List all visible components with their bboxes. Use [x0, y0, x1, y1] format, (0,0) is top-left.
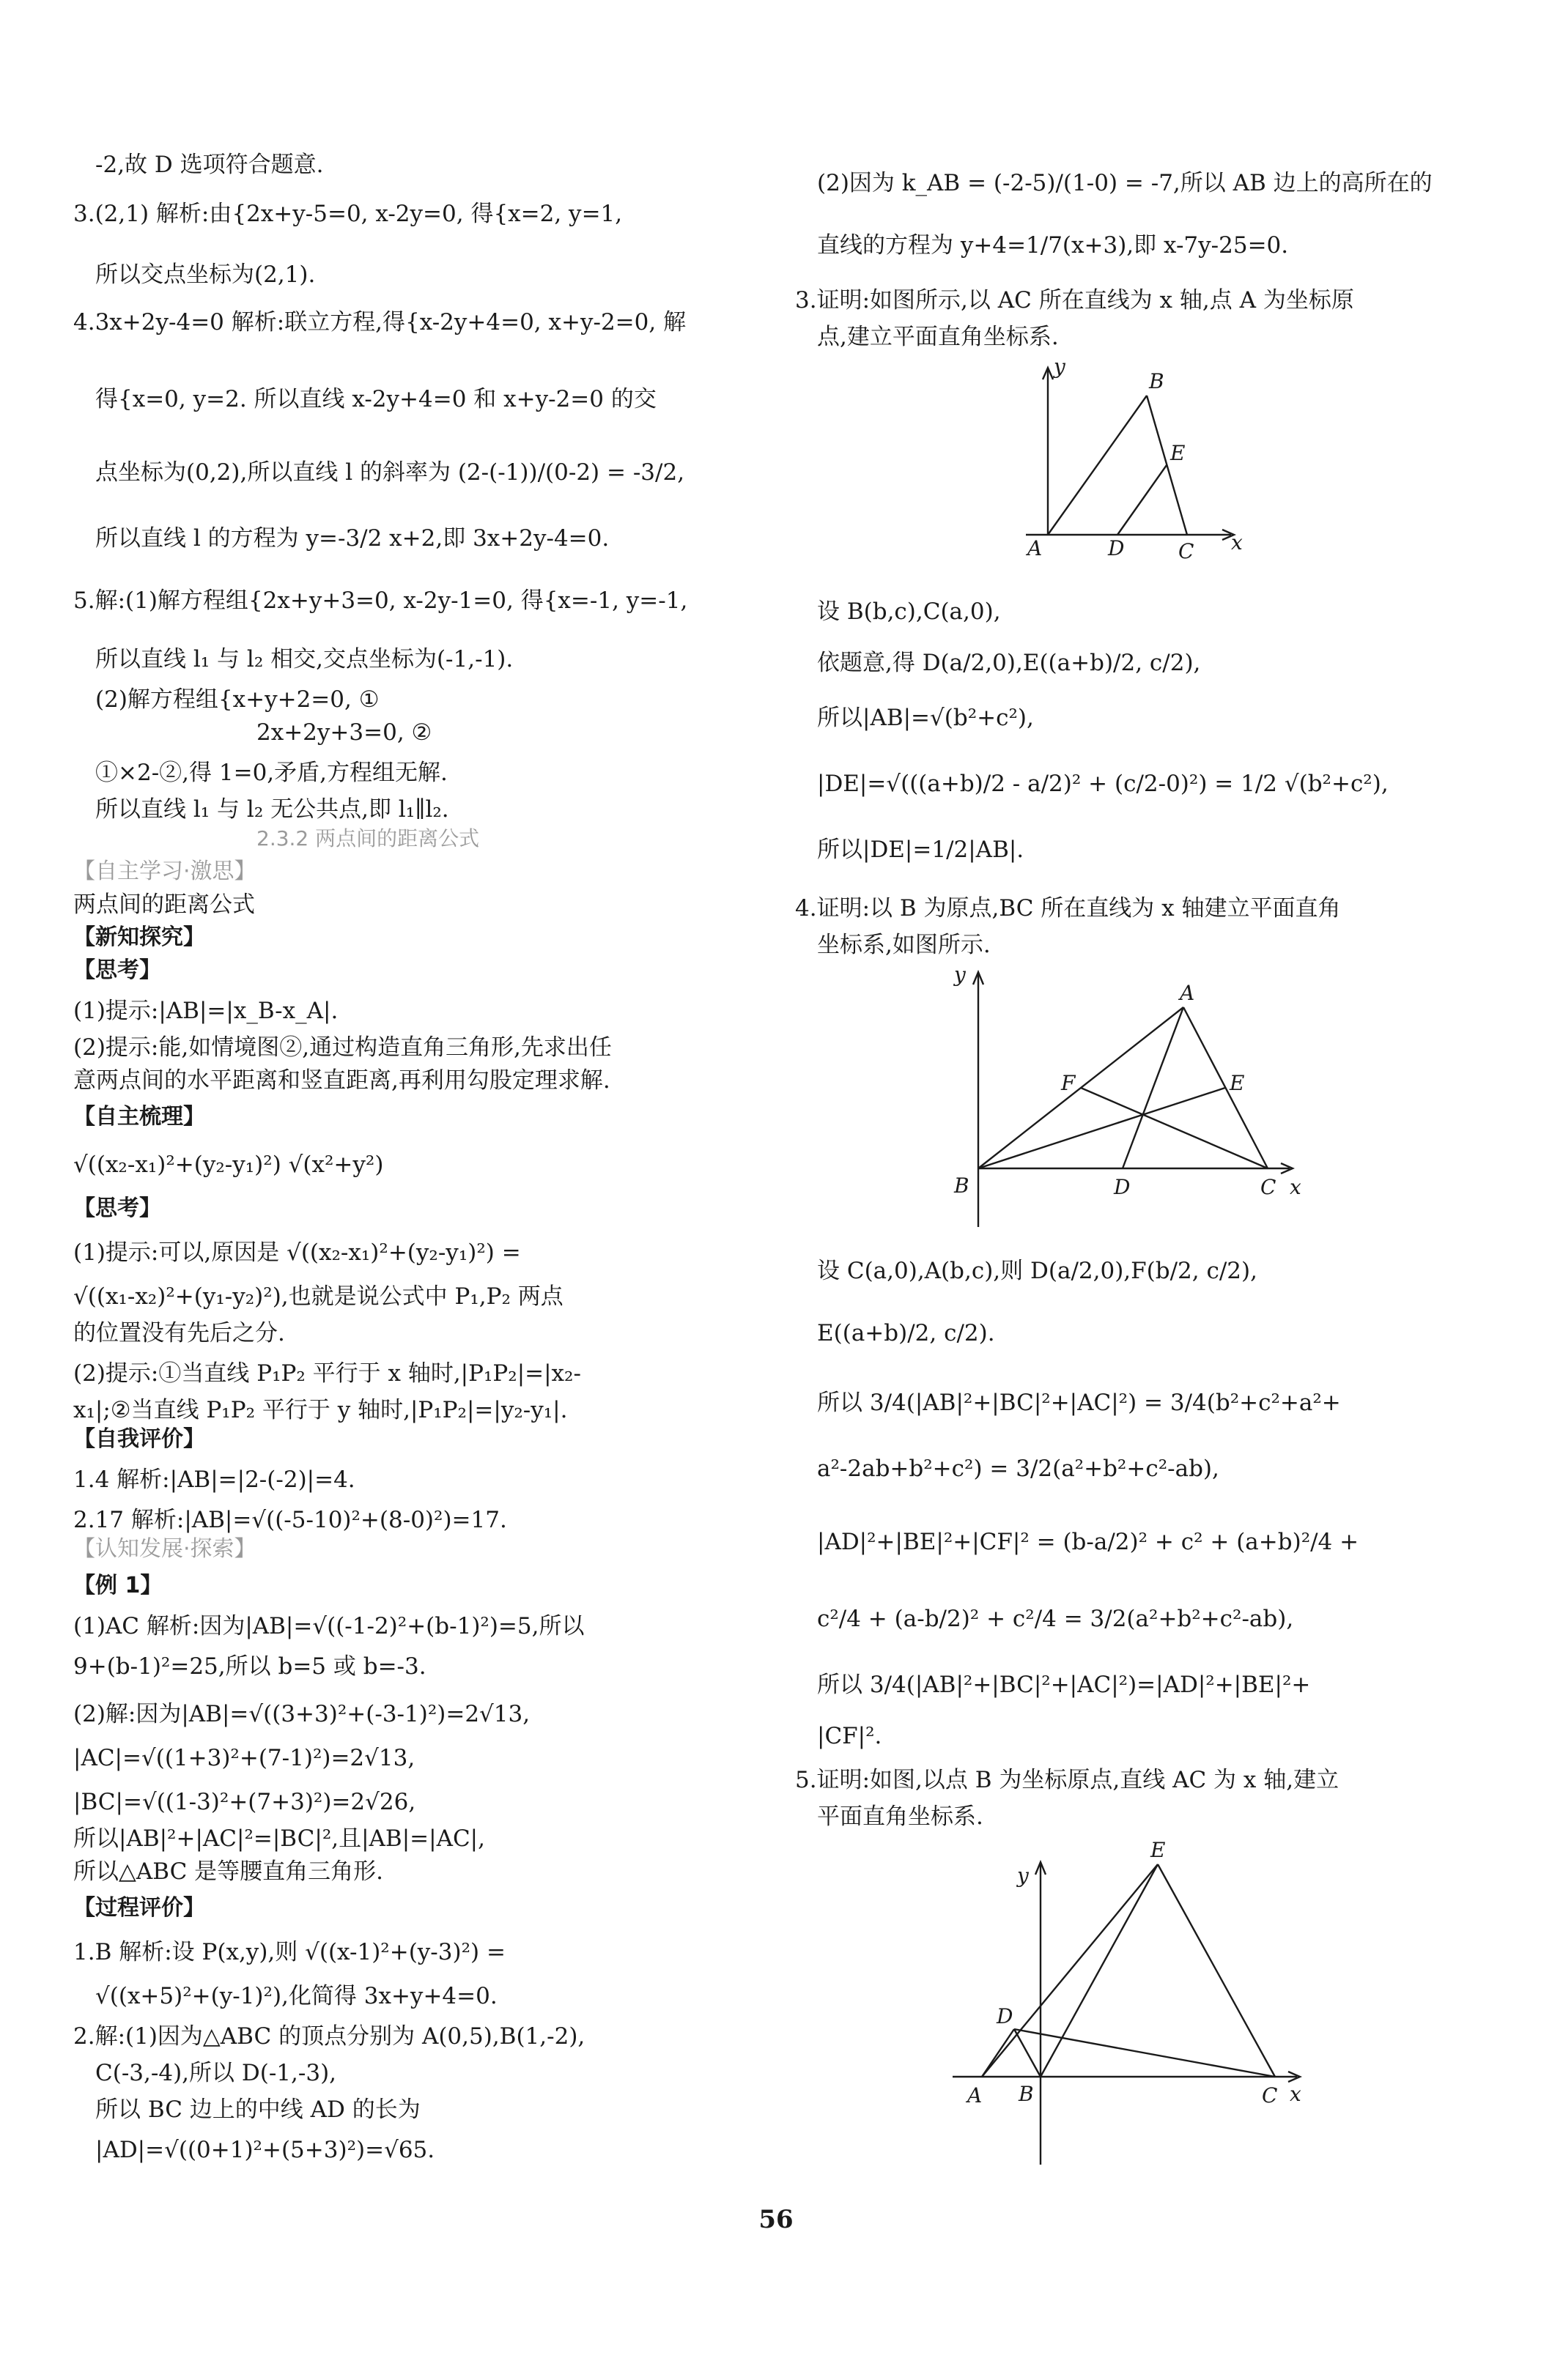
text-line: (1)提示:可以,原因是 √((x₂-x₁)²+(y₂-y₁)²) = — [73, 1239, 521, 1266]
label-y: y — [1017, 1864, 1029, 1888]
section-heading: 【新知探究】 — [73, 924, 205, 950]
text-line: 2.解:(1)因为△ABC 的顶点分别为 A(0,5),B(1,-2), — [73, 2023, 585, 2050]
text-line: 所以|AB|²+|AC|²=|BC|²,且|AB|=|AC|, — [73, 1825, 485, 1852]
median-cf — [1081, 1088, 1268, 1168]
label-b: B — [1019, 2082, 1034, 2106]
text-line: C(-3,-4),所以 D(-1,-3), — [95, 2060, 337, 2086]
section-heading: 【思考】 — [73, 1195, 161, 1221]
text-line: (2)因为 k_AB = (-2-5)/(1-0) = -7,所以 AB 边上的高所在的 — [817, 170, 1433, 196]
label-a: A — [1027, 536, 1043, 560]
text-line: (2)提示:能,如情境图②,通过构造直角三角形,先求出任 — [73, 1034, 612, 1061]
label-e: E — [1170, 441, 1186, 465]
section-heading: 【认知发展·探索】 — [73, 1536, 256, 1562]
text-line: 1.B 解析:设 P(x,y),则 √((x-1)²+(y-3)²) = — [73, 1939, 506, 1965]
text-line: 2.17 解析:|AB|=√((-5-10)²+(8-0)²)=17. — [73, 1507, 507, 1533]
text-line: 所以|DE|=1/2|AB|. — [817, 837, 1024, 863]
text-line: 4.3x+2y-4=0 解析:联立方程,得{x-2y+4=0, x+y-2=0, 解 — [73, 309, 687, 336]
segment-de — [1117, 465, 1167, 535]
text-line: 所以 BC 边上的中线 AD 的长为 — [95, 2097, 421, 2123]
text-line: (2)提示:①当直线 P₁P₂ 平行于 x 轴时,|P₁P₂|=|x₂- — [73, 1360, 581, 1387]
figure-medians — [938, 960, 1319, 1238]
segment-ae — [982, 1864, 1158, 2077]
text-line: |DE|=√(((a+b)/2 - a/2)² + (c/2-0)²) = 1/2 √(b²+c²), — [817, 771, 1389, 797]
label-d: D — [1114, 1175, 1131, 1199]
figure-equilateral — [945, 1831, 1356, 2176]
label-d: D — [1108, 536, 1125, 560]
text-line: ①×2-②,得 1=0,矛盾,方程组无解. — [95, 760, 448, 786]
text-line: |CF|². — [817, 1723, 882, 1749]
page-number: 56 — [758, 2205, 794, 2234]
text-line: (1)AC 解析:因为|AB|=√((-1-2)²+(b-1)²)=5,所以 — [73, 1613, 585, 1639]
text-line: 2x+2y+3=0, ② — [256, 719, 432, 746]
text-line: E((a+b)/2, c/2). — [817, 1320, 995, 1346]
text-line: 点,建立平面直角坐标系. — [817, 324, 1059, 350]
text-line: (2)解:因为|AB|=√((3+3)²+(-3-1)²)=2√13, — [73, 1701, 531, 1727]
text-line: a²-2ab+b²+c²) = 3/2(a²+b²+c²-ab), — [817, 1456, 1219, 1482]
text-line: 设 B(b,c),C(a,0), — [817, 598, 1001, 625]
text-line: |AD|²+|BE|²+|CF|² = (b-a/2)² + c² + (a+b)²/4 + — [817, 1529, 1359, 1555]
text-line: 坐标系,如图所示. — [817, 932, 991, 958]
label-a: A — [967, 2083, 983, 2107]
text-line: 5.解:(1)解方程组{2x+y+3=0, x-2y-1=0, 得{x=-1, y=-1, — [73, 587, 688, 614]
label-b: B — [954, 1174, 969, 1198]
figure-triangle-de — [1011, 359, 1275, 579]
text-line: √((x+5)²+(y-1)²),化简得 3x+y+4=0. — [95, 1983, 498, 2009]
text-line: 的位置没有先后之分. — [73, 1320, 285, 1346]
section-subheading: 2.3.2 两点间的距离公式 — [256, 826, 480, 850]
text-line: √((x₁-x₂)²+(y₁-y₂)²),也就是说公式中 P₁,P₂ 两点 — [73, 1283, 563, 1310]
segment-ac — [1183, 1007, 1268, 1168]
label-f: F — [1061, 1071, 1076, 1095]
segment-ec — [1158, 1864, 1275, 2077]
text-line: (2)解方程组{x+y+2=0, ① — [95, 686, 380, 713]
label-x: x — [1290, 1175, 1301, 1199]
label-a: A — [1180, 981, 1195, 1005]
section-heading: 【思考】 — [73, 957, 161, 983]
text-line: 平面直角坐标系. — [817, 1803, 983, 1830]
text-line: 意两点间的水平距离和竖直距离,再利用勾股定理求解. — [73, 1067, 610, 1094]
median-be — [978, 1088, 1225, 1168]
text-line: 得{x=0, y=2. 所以直线 x-2y+4=0 和 x+y-2=0 的交 — [95, 386, 657, 412]
label-c: C — [1260, 1175, 1276, 1199]
text-line: 所以交点坐标为(2,1). — [95, 262, 316, 288]
section-heading: 【例 1】 — [73, 1573, 163, 1598]
text-line: 所以直线 l₁ 与 l₂ 相交,交点坐标为(-1,-1). — [95, 646, 514, 672]
text-line: 所以 3/4(|AB|²+|BC|²+|AC|²) = 3/4(b²+c²+a²+ — [817, 1390, 1341, 1416]
text-line: 点坐标为(0,2),所以直线 l 的斜率为 (2-(-1))/(0-2) = -3/2, — [95, 459, 685, 486]
text-line: 9+(b-1)²=25,所以 b=5 或 b=-3. — [73, 1653, 426, 1680]
label-e: E — [1230, 1071, 1245, 1095]
text-line: x₁|;②当直线 P₁P₂ 平行于 y 轴时,|P₁P₂|=|y₂-y₁|. — [73, 1397, 568, 1423]
text-line: 所以|AB|=√(b²+c²), — [817, 705, 1034, 731]
text-line: c²/4 + (a-b/2)² + c²/4 = 3/2(a²+b²+c²-ab), — [817, 1606, 1294, 1632]
section-heading: 【过程评价】 — [73, 1895, 205, 1921]
text-line: 依题意,得 D(a/2,0),E((a+b)/2, c/2), — [817, 650, 1201, 676]
label-y: y — [1054, 359, 1065, 379]
label-x: x — [1231, 530, 1243, 555]
text-line: 1.4 解析:|AB|=|2-(-2)|=4. — [73, 1467, 355, 1493]
text-line: 3.证明:如图所示,以 AC 所在直线为 x 轴,点 A 为坐标原 — [795, 287, 1354, 314]
text-line: 直线的方程为 y+4=1/7(x+3),即 x-7y-25=0. — [817, 232, 1289, 259]
section-heading: 【自我评价】 — [73, 1426, 205, 1452]
label-b: B — [1149, 369, 1164, 393]
text-line: 4.证明:以 B 为原点,BC 所在直线为 x 轴建立平面直角 — [795, 895, 1341, 922]
segment-bc — [1147, 396, 1187, 535]
text-line: 所以直线 l₁ 与 l₂ 无公共点,即 l₁∥l₂. — [95, 796, 449, 823]
text-line: √((x₂-x₁)²+(y₂-y₁)²) √(x²+y²) — [73, 1152, 384, 1178]
text-line: 设 C(a,0),A(b,c),则 D(a/2,0),F(b/2, c/2), — [817, 1258, 1257, 1284]
label-c: C — [1262, 2083, 1278, 2107]
text-line: 所以 3/4(|AB|²+|BC|²+|AC|²)=|AD|²+|BE|²+ — [817, 1672, 1311, 1698]
text-line: |AC|=√((1+3)²+(7-1)²)=2√13, — [73, 1745, 415, 1771]
segment-db — [1014, 2029, 1041, 2077]
text-line: |AD|=√((0+1)²+(5+3)²)=√65. — [95, 2137, 435, 2163]
label-y: y — [954, 963, 966, 987]
text-line: 两点间的距离公式 — [73, 891, 255, 918]
label-x: x — [1290, 2082, 1301, 2106]
text-line: 5.证明:如图,以点 B 为坐标原点,直线 AC 为 x 轴,建立 — [795, 1767, 1339, 1793]
text-line: 3.(2,1) 解析:由{2x+y-5=0, x-2y=0, 得{x=2, y=1, — [73, 201, 623, 227]
label-c: C — [1178, 539, 1194, 563]
text-line: 所以△ABC 是等腰直角三角形. — [73, 1858, 384, 1885]
label-d: D — [997, 2004, 1013, 2028]
label-e: E — [1150, 1838, 1166, 1862]
text-line: |BC|=√((1-3)²+(7+3)²)=2√26, — [73, 1789, 416, 1815]
section-heading: 【自主学习·激思】 — [73, 859, 256, 884]
section-heading: 【自主梳理】 — [73, 1104, 205, 1130]
text-line: 所以直线 l 的方程为 y=-3/2 x+2,即 3x+2y-4=0. — [95, 525, 610, 552]
text-line: (1)提示:|AB|=|x_B-x_A|. — [73, 998, 339, 1024]
text-line: -2,故 D 选项符合题意. — [95, 152, 324, 178]
